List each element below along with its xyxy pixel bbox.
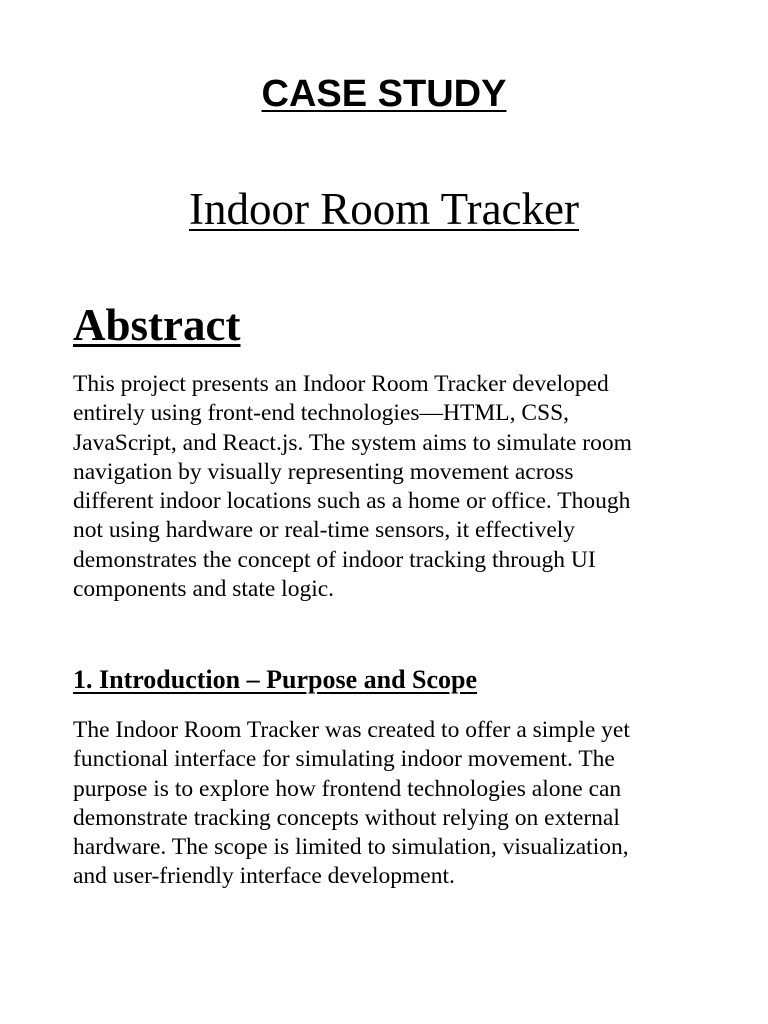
abstract-line: This project presents an Indoor Room Tracker developed bbox=[73, 371, 609, 397]
abstract-line: different indoor locations such as a home or office. Though bbox=[73, 488, 631, 515]
abstract-line: components and state logic. bbox=[73, 576, 335, 603]
abstract-paragraph bbox=[73, 370, 713, 604]
document-title bbox=[0, 182, 768, 236]
abstract-line: JavaScript, and React.js. The system aims to simulate room bbox=[73, 429, 632, 456]
introduction-heading: 1. Introduction – Purpose and Scope bbox=[73, 665, 478, 694]
introduction-paragraph bbox=[73, 716, 713, 892]
introduction-line: The Indoor Room Tracker was created to offer a simple yet bbox=[73, 717, 630, 743]
abstract-line: entirely using front-end technologies—HTML, CSS, bbox=[73, 400, 570, 427]
abstract-heading: Abstract bbox=[73, 300, 241, 350]
case-study-label bbox=[0, 72, 768, 116]
introduction-line: and user-friendly interface development. bbox=[73, 863, 455, 890]
introduction-line: purpose is to explore how frontend technologies alone can bbox=[73, 775, 622, 802]
abstract-line: not using hardware or real-time sensors, it effectively bbox=[73, 517, 576, 544]
introduction-line: demonstrate tracking concepts without relying on external bbox=[73, 804, 620, 831]
abstract-line: navigation by visually representing movement across bbox=[73, 458, 574, 485]
document-title-text: Indoor Room Tracker bbox=[189, 184, 579, 234]
introduction-line: functional interface for simulating indoor movement. The bbox=[73, 746, 615, 773]
introduction-line: hardware. The scope is limited to simulation, visualization, bbox=[73, 834, 629, 861]
abstract-line: demonstrates the concept of indoor tracking through UI bbox=[73, 546, 596, 573]
case-study-label-text: CASE STUDY bbox=[261, 73, 507, 115]
